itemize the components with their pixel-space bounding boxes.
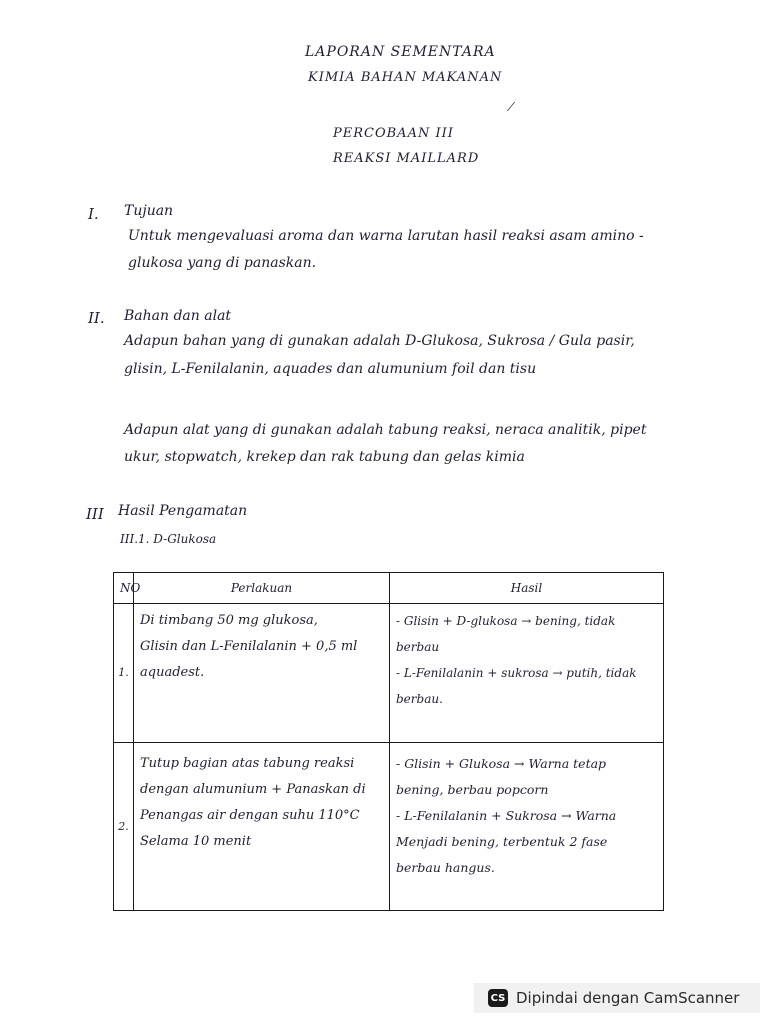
- row-2-perlakuan-line: Penangas air dengan suhu 110°C: [140, 808, 360, 823]
- table-row: [114, 604, 664, 743]
- section-1-number: I.: [88, 205, 99, 223]
- section-1-line-1: Untuk mengevaluasi aroma dan warna larutan hasil reaksi asam amino -: [128, 228, 644, 244]
- row-1-perlakuan: [134, 604, 390, 743]
- row-2-hasil-line: - Glisin + Glukosa → Warna tetap: [396, 756, 607, 771]
- observation-table: [113, 572, 664, 911]
- section-1-line-2: glukosa yang di panaskan.: [128, 255, 317, 271]
- row-1-perlakuan-line: Glisin dan L-Fenilalanin + 0,5 ml: [140, 639, 358, 654]
- section-2-line-4: ukur, stopwatch, krekep dan rak tabung dan gelas kimia: [124, 449, 525, 465]
- row-2-hasil-line: Menjadi bening, terbentuk 2 fase: [396, 834, 608, 849]
- pen-mark: ⁄: [510, 100, 513, 114]
- section-3-number: III: [86, 505, 104, 523]
- section-1-heading: Tujuan: [124, 203, 174, 219]
- row-1-hasil-line: - L-Fenilalanin + sukrosa → putih, tidak: [396, 666, 637, 680]
- experiment-title: REAKSI MAILLARD: [333, 151, 480, 166]
- table-row: [114, 743, 664, 911]
- section-2-heading: Bahan dan alat: [124, 308, 232, 324]
- header-no: NO: [114, 573, 134, 604]
- section-2-line-1: Adapun bahan yang di gunakan adalah D-Glukosa, Sukrosa / Gula pasir,: [124, 333, 635, 349]
- section-3-subheading: III.1. D-Glukosa: [120, 532, 217, 546]
- section-3-heading: Hasil Pengamatan: [118, 503, 248, 519]
- section-2-line-3: Adapun alat yang di gunakan adalah tabung reaksi, neraca analitik, pipet: [124, 422, 647, 438]
- row-1-hasil-line: berbau: [396, 640, 440, 654]
- row-1-perlakuan-line: Di timbang 50 mg glukosa,: [140, 613, 318, 628]
- camscanner-text: Dipindai dengan CamScanner: [516, 989, 740, 1007]
- header-hasil: Hasil: [390, 573, 664, 604]
- row-2-number: 2.: [114, 743, 134, 911]
- section-2-line-2: glisin, L-Fenilalanin, aquades dan alumunium foil dan tisu: [124, 361, 537, 377]
- table-header-row: [114, 573, 664, 604]
- row-1-perlakuan-line: aquadest.: [140, 665, 205, 680]
- experiment-number: PERCOBAAN III: [333, 126, 454, 141]
- camscanner-logo-icon: CS: [488, 989, 508, 1007]
- row-1-hasil: [390, 604, 664, 743]
- row-1-hasil-line: berbau.: [396, 692, 443, 706]
- header-perlakuan: Perlakuan: [134, 573, 390, 604]
- course-title: KIMIA BAHAN MAKANAN: [308, 70, 503, 85]
- row-2-perlakuan-line: Selama 10 menit: [140, 834, 252, 849]
- row-2-hasil: [390, 743, 664, 911]
- report-title: LAPORAN SEMENTARA: [305, 44, 496, 60]
- row-2-perlakuan-line: dengan alumunium + Panaskan di: [140, 782, 366, 797]
- row-2-hasil-line: bening, berbau popcorn: [396, 782, 549, 797]
- row-1-hasil-line: - Glisin + D-glukosa → bening, tidak: [396, 614, 616, 628]
- camscanner-watermark: [474, 983, 760, 1013]
- row-2-hasil-line: berbau hangus.: [396, 860, 495, 875]
- section-2-number: II.: [88, 309, 105, 327]
- row-2-perlakuan: [134, 743, 390, 911]
- row-1-number: 1.: [114, 604, 134, 743]
- row-2-perlakuan-line: Tutup bagian atas tabung reaksi: [140, 756, 355, 771]
- row-2-hasil-line: - L-Fenilalanin + Sukrosa → Warna: [396, 808, 617, 823]
